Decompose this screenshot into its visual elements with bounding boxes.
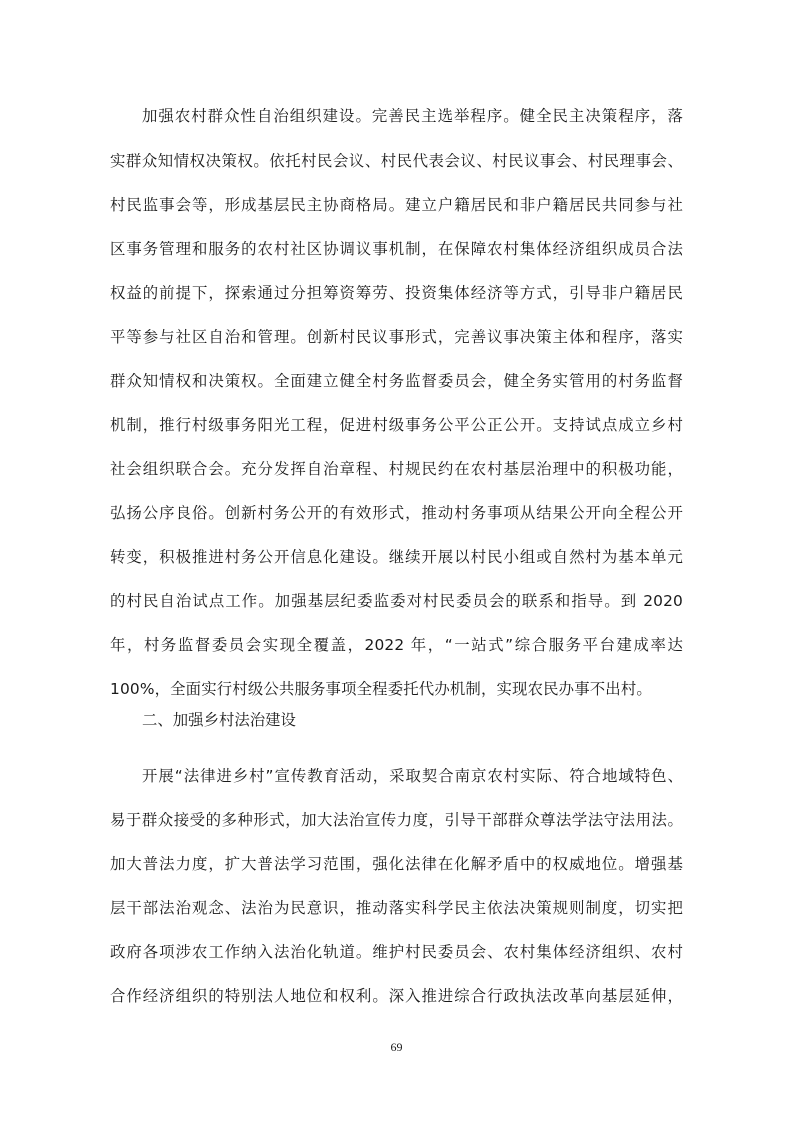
text-line: 的村民自治试点工作。加强基层纪委监委对村民委员会的联系和指导。到 2020 [110,592,683,610]
section-heading: 二、加强乡村法治建设 [142,711,296,729]
text-line: 层干部法治观念、法治为民意识，推动落实科学民主依法决策规则制度，切实把 [110,899,683,917]
text-line: 转变，积极推进村务公开信息化建设。继续开展以村民小组或自然村为基本单元 [110,548,683,566]
text-line: 弘扬公序良俗。创新村务公开的有效形式，推动村务事项从结果公开向全程公开 [110,504,683,522]
text-line: 权益的前提下，探索通过分担筹资筹劳、投资集体经济等方式，引导非户籍居民 [110,284,683,302]
text-line: 易于群众接受的多种形式，加大法治宣传力度，引导干部群众尊法学法守法用法。 [110,811,683,829]
text-line: 合作经济组织的特别法人地位和权利。深入推进综合行政执法改革向基层延伸， [110,987,683,1005]
text-line: 机制，推行村级事务阳光工程，促进村级事务公平公正公开。支持试点成立乡村 [110,416,683,434]
text-line: 区事务管理和服务的农村社区协调议事机制，在保障农村集体经济组织成员合法 [110,240,683,258]
text-line: 加大普法力度，扩大普法学习范围，强化法律在化解矛盾中的权威地位。增强基 [110,855,683,873]
text-line: 开展“法律进乡村”宣传教育活动，采取契合南京农村实际、符合地域特色、 [142,767,683,785]
text-line: 群众知情权和决策权。全面建立健全村务监督委员会，健全务实管用的村务监督 [110,372,683,390]
text-line: 村民监事会等，形成基层民主协商格局。建立户籍居民和非户籍居民共同参与社 [110,196,683,214]
text-line: 政府各项涉农工作纳入法治化轨道。维护村民委员会、农村集体经济组织、农村 [110,943,683,961]
text-line: 加强农村群众性自治组织建设。完善民主选举程序。健全民主决策程序，落 [142,107,683,125]
text-line: 年，村务监督委员会实现全覆盖，2022 年，“一站式”综合服务平台建成率达 [110,636,683,654]
text-line: 平等参与社区自治和管理。创新村民议事形式，完善议事决策主体和程序，落实 [110,328,683,346]
page-number: 69 [390,1040,403,1054]
text-line: 社会组织联合会。充分发挥自治章程、村规民约在农村基层治理中的积极功能， [110,460,683,478]
text-line: 100%，全面实行村级公共服务事项全程委托代办机制，实现农民办事不出村。 [110,680,652,698]
text-line: 实群众知情权决策权。依托村民会议、村民代表会议、村民议事会、村民理事会、 [110,152,683,170]
